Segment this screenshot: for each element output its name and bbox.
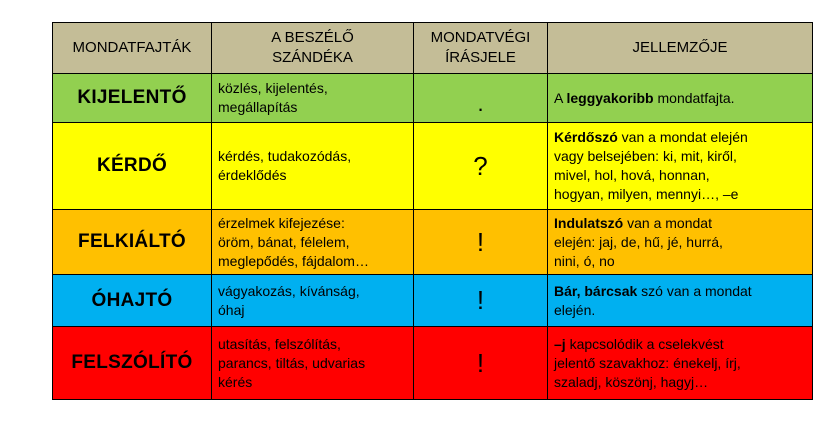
sentence-type-cell: KIJELENTŐ: [53, 74, 212, 123]
description-cell: A leggyakoribb mondatfajta.: [548, 74, 813, 123]
punctuation-cell: !: [414, 327, 548, 400]
header-end-punctuation: MONDATVÉGI ÍRÁSJELE: [414, 23, 548, 74]
punctuation-cell: ?: [414, 123, 548, 210]
sentence-type-cell: FELKIÁLTÓ: [53, 210, 212, 275]
header-characteristic: JELLEMZŐJE: [548, 23, 813, 74]
intent-cell: kérdés, tudakozódás, érdeklődés: [212, 123, 414, 210]
intent-cell: érzelmek kifejezése: öröm, bánat, félelem, meglepődés, fájdalom…: [212, 210, 414, 275]
table-row-kerdo: [53, 123, 813, 210]
punctuation-cell: !: [414, 275, 548, 327]
table-row-felkialto: [53, 210, 813, 275]
punctuation-cell: .: [414, 74, 548, 123]
description-cell: Kérdőszó van a mondat elején vagy belsejében: ki, mit, kiről, mivel, hol, hová, honnan, hogyan, milyen, mennyi…, –e: [548, 123, 813, 210]
header-sentence-types: MONDATFAJTÁK: [53, 23, 212, 74]
table-row-ohajto: [53, 275, 813, 327]
sentence-type-cell: KÉRDŐ: [53, 123, 212, 210]
description-cell: Indulatszó van a mondat elején: jaj, de, hű, jé, hurrá, nini, ó, no: [548, 210, 813, 275]
intent-cell: utasítás, felszólítás, parancs, tiltás, udvarias kérés: [212, 327, 414, 400]
table-row-kijelento: [53, 74, 813, 123]
sentence-type-cell: FELSZÓLÍTÓ: [53, 327, 212, 400]
sentence-type-cell: ÓHAJTÓ: [53, 275, 212, 327]
punctuation-cell: !: [414, 210, 548, 275]
sentence-types-table: [52, 22, 813, 400]
description-cell: –j kapcsolódik a cselekvést jelentő szavakhoz: énekelj, írj, szaladj, köszönj, hagyj…: [548, 327, 813, 400]
header-speaker-intent: A BESZÉLŐ SZÁNDÉKA: [212, 23, 414, 74]
intent-cell: vágyakozás, kívánság, óhaj: [212, 275, 414, 327]
intent-cell: közlés, kijelentés, megállapítás: [212, 74, 414, 123]
table-row-felszolito: [53, 327, 813, 400]
header-row: [53, 23, 813, 74]
description-cell: Bár, bárcsak szó van a mondat elején.: [548, 275, 813, 327]
